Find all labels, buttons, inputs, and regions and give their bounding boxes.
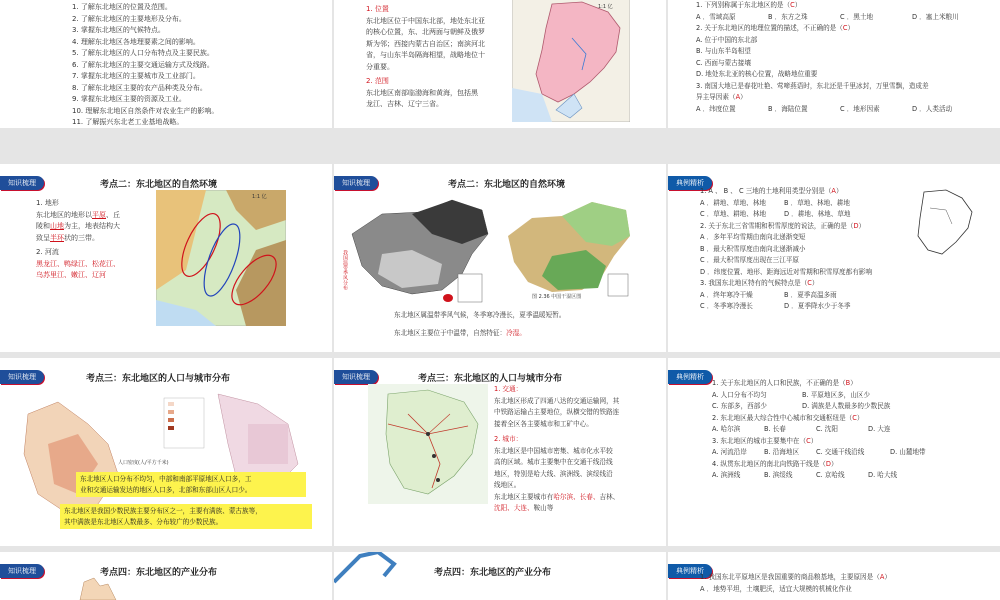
terrain-map — [156, 190, 286, 326]
slide-title: 考点三：东北地区的人口与城市分布 — [418, 374, 563, 384]
slide-title: 考点三：东北地区的人口与城市分布 — [86, 374, 231, 384]
typical-example-badge: 典例精析 — [668, 176, 712, 190]
dry-wet-zone-map — [502, 196, 632, 300]
slide-11[interactable] — [334, 552, 666, 600]
knowledge-badge: 知识梳理 — [0, 564, 44, 578]
industry-map — [70, 576, 130, 600]
location-text: 1. 位置 东北地区位于中国东北部，地处东北亚 的核心位置，东、北两面与朝鲜及俄罗 斯为邻；西接内蒙古自治区；南滨河北 省，与山东半岛隔海相望，战略地位十 分重要。 2. 范围 东北地区南部临渤海和黄海，包括黑 龙江、吉林、辽宁三省。 — [366, 5, 485, 108]
climate-text: 东北地区属温带季风气候，冬季寒冷漫长，夏季温暖短暂。 东北地区主要位于中温带，自然特征：冷湿。 — [394, 311, 566, 337]
knowledge-badge: 知识梳理 — [0, 176, 44, 190]
quiz-4: 1. 我国东北平原地区是我国重要的商品粮基地，主要原因是（A） A ．地势平坦，土壤肥沃，适宜大规模的机械化作业 — [700, 573, 891, 593]
slide-2[interactable] — [334, 0, 666, 128]
transport-city-text: 1. 交通： 东北地区形成了四通八达的交通运输网，其 中铁路运输占主要地位，纵横交错的铁路连 接着全区各主要城市和工矿中心。 2. 城市： 东北地区是中国城市密集、城市化水平较 高的区域。城市主要集中在交通干线沿线 地区，特别是哈大线、滨洲线、滨绥线沿 线地区。 东北地区主要城市有哈尔滨、长春、吉林、 沈阳、大连、鞍山等 — [494, 385, 620, 512]
terrain-text: 1. 地形 东北地区的地形以平原、丘 陵和山地为主，地表结构大 致呈半环状的三带。 2. 河流 黑龙江、鸭绿江、松花江、 乌苏里江、嫩江、辽河 — [36, 199, 120, 279]
slide-10[interactable] — [0, 552, 332, 600]
slide-title: 考点四：东北地区的产业分布 — [434, 568, 552, 578]
slide-4[interactable] — [0, 164, 332, 352]
slide-1[interactable] — [0, 0, 332, 128]
quiz-3: 1. 关于东北地区的人口和民族，不正确的是（B） A. 人口分布不均匀 B. 平原地区多，山区少 C. 东部多，西部少 D. 满族是人数最多的少数民族 2. 东北地区最大综合性中心城市和交通枢纽是（C） A. 哈尔滨 B. 长春 C. 沈阳 D. 大连 3. 东北地区的城市主要集中在（C） A. 河流沿岸 B. 沿海地区 C. 交通干线沿线 D. 山麓地带 4. 纵贯东北地区的南北向铁路干线是（D） A. 滨洲线 B. 滨绥线 C. 京哈线 D. 哈大线 — [712, 379, 926, 479]
map-side-label: 我国温带季风分布 — [342, 250, 348, 290]
slide-12[interactable] — [668, 552, 1000, 600]
slide-5[interactable] — [334, 164, 666, 352]
map-legend-note: 人口密度(人/平方千米) — [118, 460, 169, 466]
objectives-list: 1. 了解东北地区的位置及范围。 2. 了解东北地区的主要地形及分布。 3. 掌握东北地区的气候特点。 4. 理解东北地区各地理要素之间的影响。 5. 了解东北地区的人口分布特点及主要民族。 6. 了解东北地区的主要交通运输方式及线路。 7. 掌握东北地区的主要城市及工业部门。 8. 了解东北地区主要的农产品种类及分布。 9. 掌握东北地区主要的资源及工业。 10. 理解东北地区自然条件对农业生产的影响。 11. 了解振兴东北老工业基地战略。 — [72, 3, 219, 126]
minority-highlight: 东北地区是我国少数民族主要分布区之一，主要有满族、蒙古族等， 其中满族是东北地区人数最多、分布较广的少数民族。 — [60, 504, 312, 529]
industry-map-partial — [334, 552, 404, 600]
slide-title: 考点二：东北地区的自然环境 — [100, 180, 218, 190]
terrain-map-scale: 1:1 亿 — [252, 194, 267, 200]
slide-title: 考点二：东北地区的自然环境 — [448, 180, 566, 190]
slide-9[interactable] — [668, 358, 1000, 546]
typical-example-badge: 典例精析 — [668, 370, 712, 384]
quiz-2: 1. A 、 B 、 C 三地的土地利用类型分别是（A） A ．耕地、草地、林地 B ．草地、林地、耕地 C ．草地、耕地、林地 D ．耕地、林地、草地 2. 关于东北三省雪期和积雪厚度的说法，正确的是（D） A ．多年平均雪期由南向北递渐变短 B ．最大积雪厚度由南向北递渐减小 C ．最大积雪厚度出现在三江平原 D ．纬度位置、地形、距海远近对雪期和积雪厚度都有影响 3. 我国东北地区特有的气候特点是（C） A ．终年寒冷干燥 B ．夏季高温多雨 C ．冬季寒冷漫长 D ．夏季降水少于冬季 — [700, 187, 873, 310]
knowledge-badge: 知识梳理 — [334, 370, 378, 384]
outline-map — [900, 188, 980, 260]
quiz-1: 1. 下列别称属于东北地区的是（C） A ．雪域高原 B ．东方之珠 C ．黑土地 D ．塞上米粮川 2. 关于东北地区的地理位置的描述，不正确的是（C） A. 位于中国的东北部 B. 与山东半岛相望 C. 西面与蒙古接壤 D. 地处东北亚的核心位置，战略地位重要 3. 南国大地已是春花吐艳、莺啼燕语时，东北还是千里冰封，万里雪飘，造成差 异主导因素（A） A ．纬度位置 B ．海陆位置 C ．地形因素 D ．人类活动 — [696, 1, 959, 113]
knowledge-badge: 知识梳理 — [334, 176, 378, 190]
slide-title: 考点四：东北地区的产业分布 — [100, 568, 218, 578]
knowledge-badge: 知识梳理 — [0, 370, 44, 384]
slide-7[interactable] — [0, 358, 332, 546]
slide-8[interactable] — [334, 358, 666, 546]
map-scale-label: 1:1 亿 — [598, 4, 613, 10]
transport-map — [368, 384, 488, 504]
northeast-location-map — [512, 0, 630, 122]
slide-6[interactable] — [668, 164, 1000, 352]
population-density-map — [18, 384, 318, 524]
typical-example-badge: 典例精析 — [668, 564, 712, 578]
population-highlight: 东北地区人口分布不均匀，中部和南部平原地区人口多，工 业和交通运输发达的地区人口多，北部和东部山区人口少。 — [76, 472, 306, 497]
slide-3[interactable] — [668, 0, 1000, 128]
dry-wet-caption: 图 2.36 中国干湿区图 — [532, 294, 582, 300]
temperate-monsoon-map — [342, 194, 492, 304]
